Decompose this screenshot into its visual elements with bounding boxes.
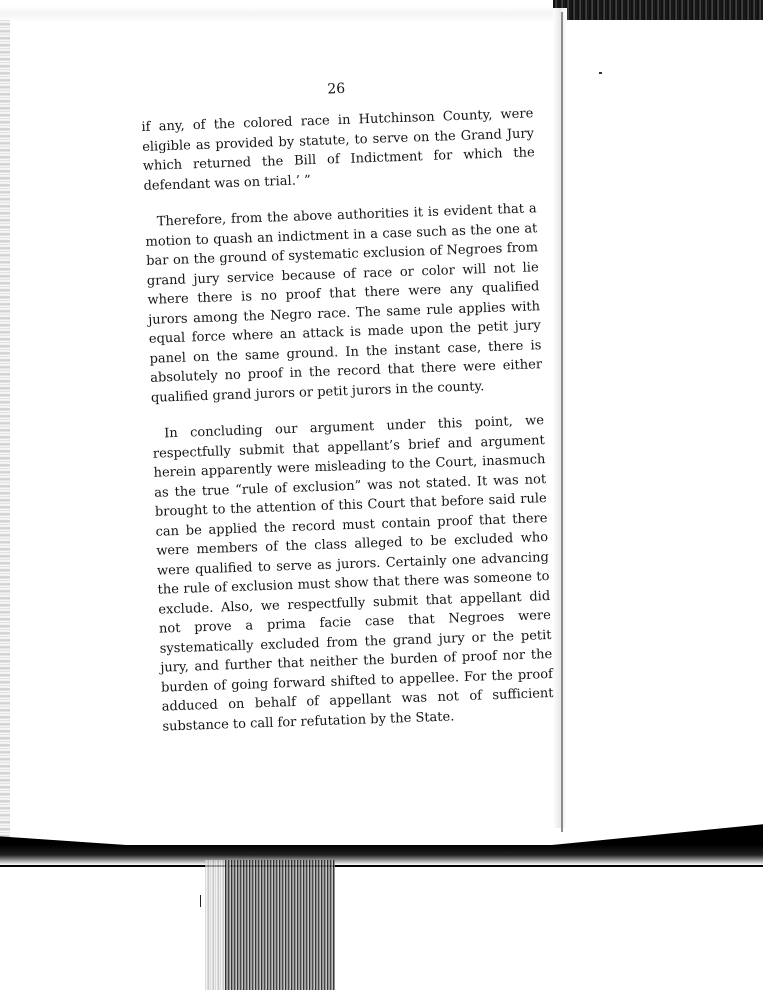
scan-stray-mark (200, 895, 201, 907)
paragraph-1: if any, of the colored race in Hutchinson County, were eligible as provided by statute, to serve on the Grand Jury which returned the Bill of Indictment for which the defendant was on trial.’ ” (141, 106, 535, 194)
paragraph-2: Therefore, from the above authorities it is evident that a motion to quash an indictment in a case such as the one at bar on the ground of systematic exclusion of Negroes from grand jury service because of race or color will not lie where there is no proof that there were any qualified jurors among the Negro race. The same rule applies with equal force where an attack is made upon the petit jury panel on the same ground. In the instant case, there is absolutely no proof in the record that there were either qualified grand jurors or petit jurors in the county. (145, 201, 543, 406)
scan-left-edge (0, 20, 10, 840)
paragraph-3: In concluding our argument under this point, we respectfully submit that appellant’s brief and argument herein apparently were misleading to the Court, inasmuch as the true “rule of exclusion” was not stated. It was not brought to the attention of this Court that before said rule can be applied the record must contain proof that there were members of the class alleged to be excluded who were qualified to serve as jurors. Certainly one advancing the rule of exclusion must show that there was someone to exclude. Also, we respectfully submit that appellant did not prove a prima facie case that Negroes were systematically excluded from the grand jury or the petit jury, and further that neither the burden of proof nor the burden of going forward shifted to appellee. For the proof adduced on behalf of appellant was not of sufficient substance to call for refutation by the State. (152, 413, 554, 735)
page-number: 26 (327, 80, 346, 98)
scan-bottom-shadow-fade (0, 845, 763, 865)
scan-speck (599, 72, 602, 74)
page-content (140, 70, 555, 753)
scan-noise (225, 860, 335, 990)
page-fold-shadow (553, 8, 567, 828)
scan-dark-edge (553, 0, 763, 20)
page-fold-line (561, 12, 563, 832)
